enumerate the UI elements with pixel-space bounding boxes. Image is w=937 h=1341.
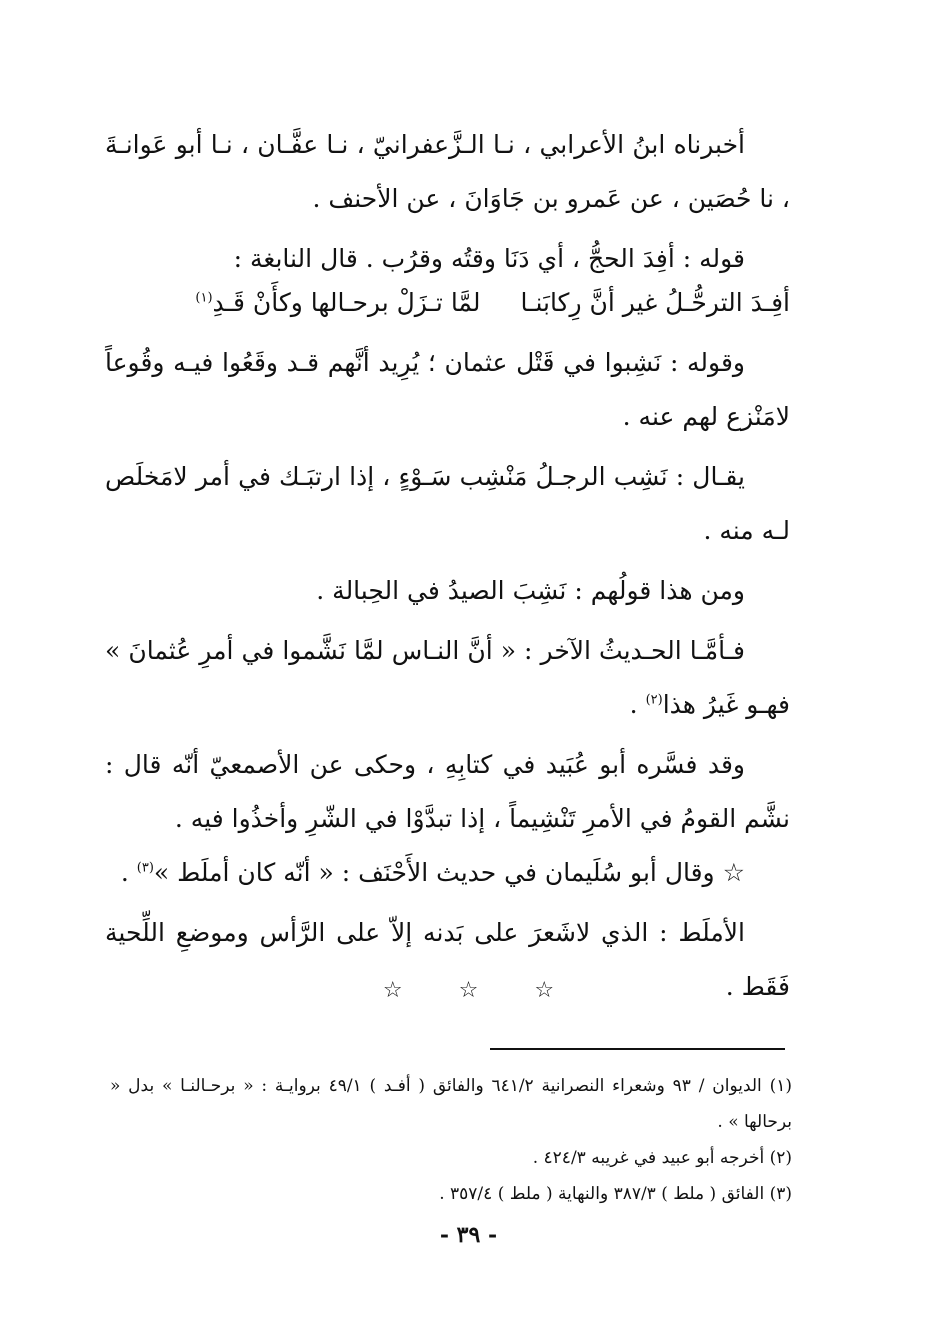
footnote-2: (٢) أخرجه أبو عبيد في غريبه ٤٢٤/٣ . bbox=[532, 1148, 792, 1168]
hadith-end: . bbox=[629, 690, 646, 719]
ahnaf-text: وقال أبو سُلَيمان في حديث الأَحْنَف : « أنّه كان أملَط » bbox=[153, 858, 715, 887]
section-separator bbox=[0, 978, 937, 1003]
verse-second-hemistich bbox=[195, 276, 480, 330]
main-text bbox=[105, 118, 790, 1014]
footnote-ref-1: (١) bbox=[195, 290, 213, 306]
verse-first-hemistich: أفِـدَ الترحُّـلُ غير أنَّ رِكابَنـا bbox=[520, 288, 790, 317]
footnote-3: (٣) الفائق ( ملط ) ٣٨٧/٣ والنهاية ( ملط ) ٣٥٧/٤ . bbox=[439, 1184, 792, 1204]
footnote-1: (١) الديوان / ٩٣ وشعراء النصرانية ٦٤١/٢ والفائق ( أفـد ) ٤٩/١ بروايـة : « برحـالنـا » بدل « برحالها » . bbox=[110, 1076, 792, 1132]
footnote-ref-3: (٣) bbox=[136, 860, 154, 876]
paragraph-amlat-definition: الأملَط : الذي لاشَعرَ على بَدنه إلاّ على الرَّأس وموضعِ اللِّحية فَقَط . bbox=[105, 918, 790, 1001]
star-icon: ☆ bbox=[458, 978, 479, 1003]
verse-second-hemistich-text: لمَّا تـزَلْ برحـالها وكأَنْ قَـدِ bbox=[212, 288, 481, 317]
star-icon: ☆ bbox=[722, 858, 745, 887]
footnote-ref-2: (٢) bbox=[645, 692, 663, 708]
paragraph-afida: قوله : أفِدَ الحجُّ ، أي دَنَا وقتُه وقرُب . قال النابغة : bbox=[233, 244, 745, 273]
star-icon: ☆ bbox=[534, 978, 555, 1003]
paragraph-ahnaf bbox=[105, 846, 790, 900]
hadith-text: فـأمَّـا الحـديثُ الآخر : « أنَّ النـاس لمَّا نَشَّموا في أمرِ عُثمانَ » فهـو غَيرُ هذا bbox=[105, 636, 790, 719]
paragraph-nashibu: وقوله : نَشِبوا في قَتْل عثمان ؛ يُرِيد أنَّهم قـد وقَعُوا فيـه وقُوعاً لامَنْزع لهم عنه . bbox=[105, 348, 790, 431]
footnotes bbox=[110, 1068, 792, 1212]
ahnaf-end: . bbox=[120, 858, 137, 887]
star-icon: ☆ bbox=[382, 978, 403, 1003]
paragraph-isnad: أخبرناه ابنُ الأعرابي ، نـا الـزَّعفرانيّ ، نـا عفَّـان ، نـا أبو عَوانـةَ ، نا حُصَين ، عن عَمرو بن جَاوَانَ ، عن الأحنف . bbox=[105, 130, 790, 213]
footnote-divider bbox=[490, 1048, 785, 1050]
poetry-verse bbox=[105, 276, 790, 330]
paragraph-hadith bbox=[105, 624, 790, 732]
page-number: - ٣٩ - bbox=[439, 1222, 498, 1248]
paragraph-yuqal: يقـال : نَشِب الرجـلُ مَنْشِب سَـوْءٍ ، إذا ارتبَـك في أمر لامَخلَص لـه منه . bbox=[105, 462, 790, 545]
paragraph-sayd: ومن هذا قولُهم : نَشِبَ الصيدُ في الحِبالة . bbox=[316, 576, 745, 605]
paragraph-abu-ubaid: وقد فسَّره أبو عُبَيد في كتابِهِ ، وحكى عن الأصمعيّ أنّه قال : نشَّم القومُ في الأمرِ تَنْشِيماً ، إذا تبدَّوْا في الشّرِ وأخذُوا فيه . bbox=[105, 750, 790, 833]
